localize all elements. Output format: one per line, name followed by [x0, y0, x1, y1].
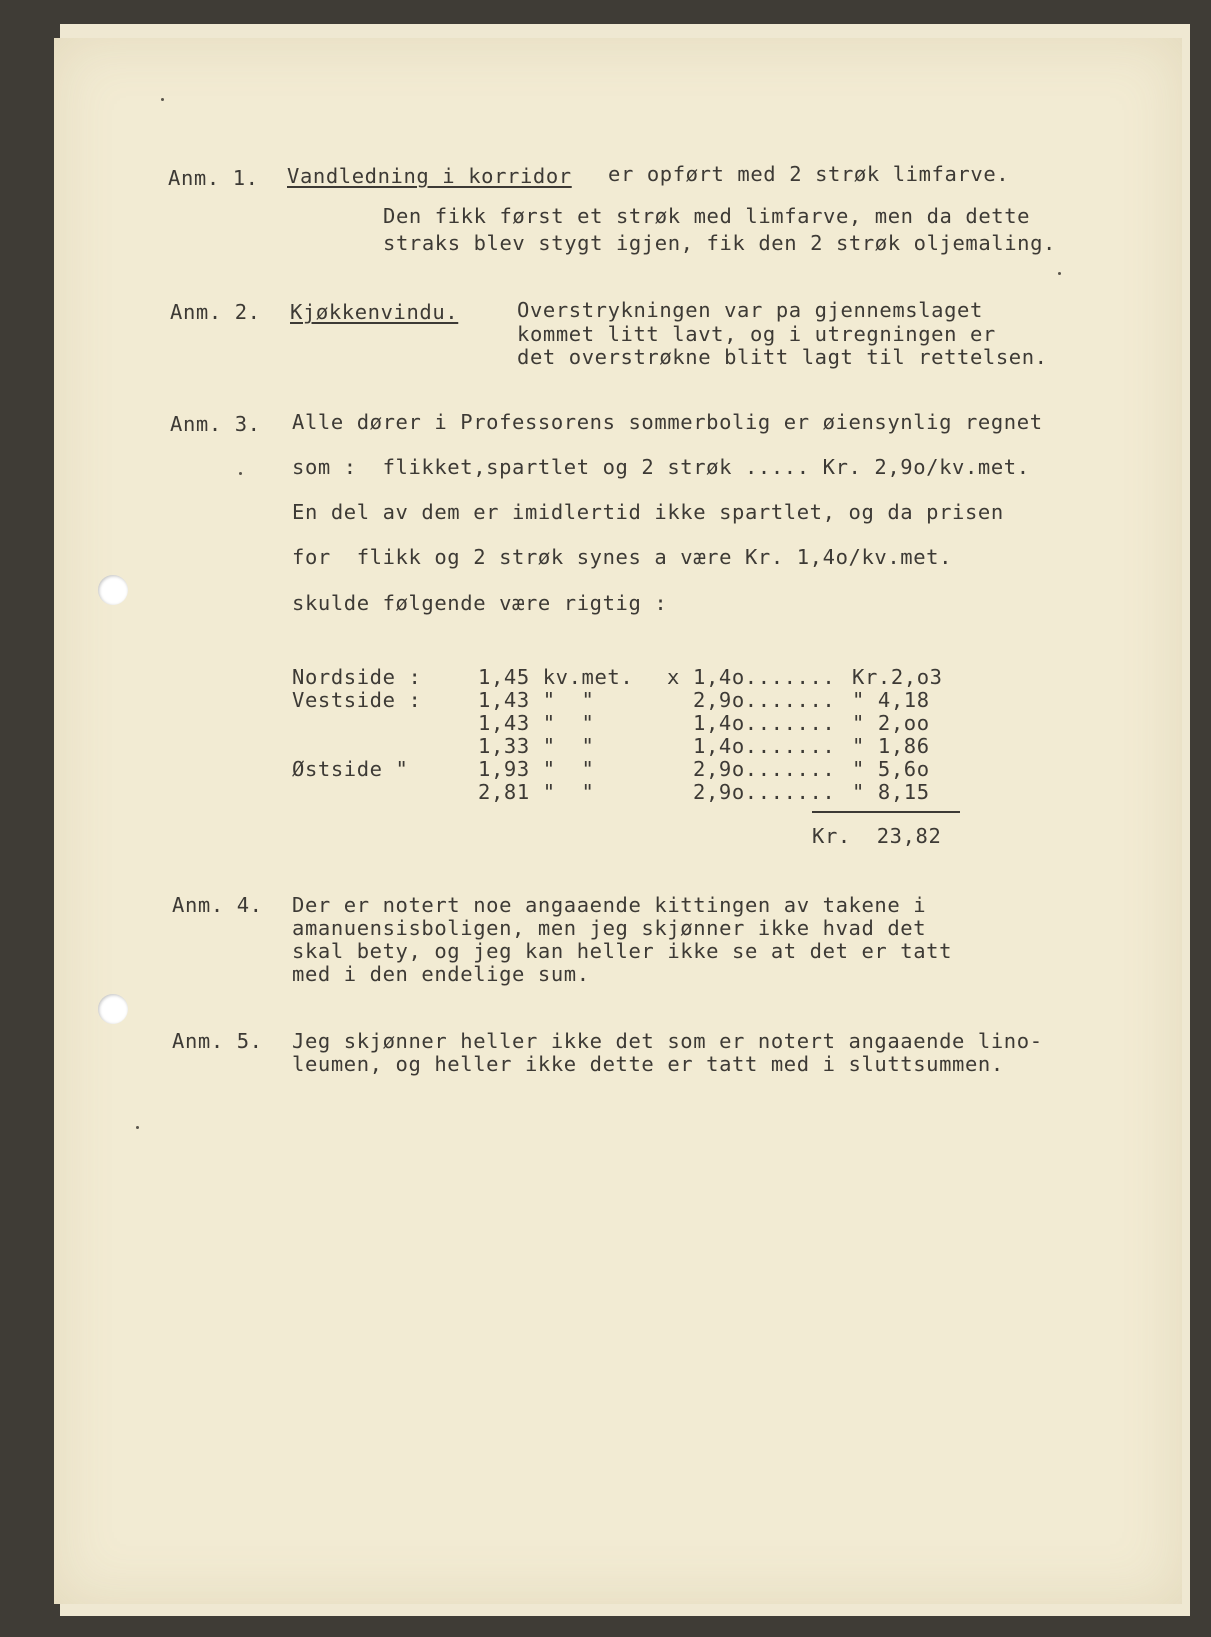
anm3-line-1: Alle dører i Professorens sommerbolig er øiensynlig regnet — [292, 410, 1043, 434]
table-total: Kr. 23,82 — [812, 824, 942, 848]
table-x: x — [667, 665, 680, 689]
table-amount: Kr.2,o3 — [852, 665, 943, 689]
anm2-title: Kjøkkenvindu. — [290, 300, 459, 324]
anm2-line-1: Overstrykningen var pa gjennemslaget — [517, 298, 983, 322]
table-area: 1,45 kv.met. — [478, 665, 634, 689]
anm1-lead: er opført med 2 strøk limfarve. — [608, 162, 1010, 186]
paper-speck — [239, 472, 242, 475]
anm3-line-3: En del av dem er imidlertid ikke spartlet, og da prisen — [292, 500, 1004, 524]
table-price: 2,9o....... — [693, 757, 836, 781]
anm1-title: Vandledning i korridor — [287, 164, 572, 188]
anm4-label: Anm. 4. — [172, 893, 263, 917]
table-amount: " 8,15 — [852, 780, 930, 804]
table-area: 1,33 " " — [478, 734, 595, 758]
anm2-line-2: kommet litt lavt, og i utregningen er — [517, 322, 996, 346]
table-side: Vestside : — [292, 688, 422, 712]
anm3-line-2: som : flikket,spartlet og 2 strøk ..... Kr. 2,9o/kv.met. — [292, 455, 1030, 479]
table-side: Nordside : — [292, 665, 422, 689]
anm3-label: Anm. 3. — [170, 412, 261, 436]
anm1-label: Anm. 1. — [168, 166, 259, 190]
anm4-line-1: Der er notert noe angaaende kittingen av takene i — [292, 893, 927, 917]
table-area: 1,93 " " — [478, 757, 595, 781]
table-price: 2,9o....... — [693, 688, 836, 712]
anm5-label: Anm. 5. — [172, 1029, 263, 1053]
anm5-line-2: leumen, og heller ikke dette er tatt med i sluttsummen. — [292, 1052, 1004, 1076]
paper-speck — [161, 98, 164, 101]
table-amount: " 5,6o — [852, 757, 930, 781]
table-amount: " 4,18 — [852, 688, 930, 712]
document-page — [54, 38, 1182, 1604]
table-amount: " 2,oo — [852, 711, 930, 735]
table-price: 1,4o....... — [693, 734, 836, 758]
table-amount: " 1,86 — [852, 734, 930, 758]
table-area: 2,81 " " — [478, 780, 595, 804]
anm4-line-2: amanuensisboligen, men jeg skjønner ikke hvad det — [292, 916, 927, 940]
table-area: 1,43 " " — [478, 688, 595, 712]
paper-speck — [136, 1126, 139, 1129]
anm5-line-1: Jeg skjønner heller ikke det som er notert angaaende lino- — [292, 1029, 1043, 1053]
anm1-line-2: straks blev stygt igjen, fik den 2 strøk oljemaling. — [383, 231, 1056, 255]
paper-speck — [1058, 272, 1061, 275]
table-area: 1,43 " " — [478, 711, 595, 735]
punch-hole — [98, 575, 128, 605]
table-price: 1,4o....... — [693, 665, 836, 689]
table-price: 1,4o....... — [693, 711, 836, 735]
anm3-line-4: for flikk og 2 strøk synes a være Kr. 1,4o/kv.met. — [292, 545, 953, 569]
anm4-line-3: skal bety, og jeg kan heller ikke se at det er tatt — [292, 939, 953, 963]
sum-rule — [812, 811, 960, 813]
table-side: Østside " — [292, 757, 409, 781]
anm4-line-4: med i den endelige sum. — [292, 962, 590, 986]
anm2-line-3: det overstrøkne blitt lagt til rettelsen. — [517, 345, 1048, 369]
table-price: 2,9o....... — [693, 780, 836, 804]
anm1-line-1: Den fikk først et strøk med limfarve, men da dette — [383, 204, 1031, 228]
anm2-label: Anm. 2. — [170, 300, 261, 324]
punch-hole — [98, 994, 128, 1024]
anm3-line-5: skulde følgende være rigtig : — [292, 591, 668, 615]
